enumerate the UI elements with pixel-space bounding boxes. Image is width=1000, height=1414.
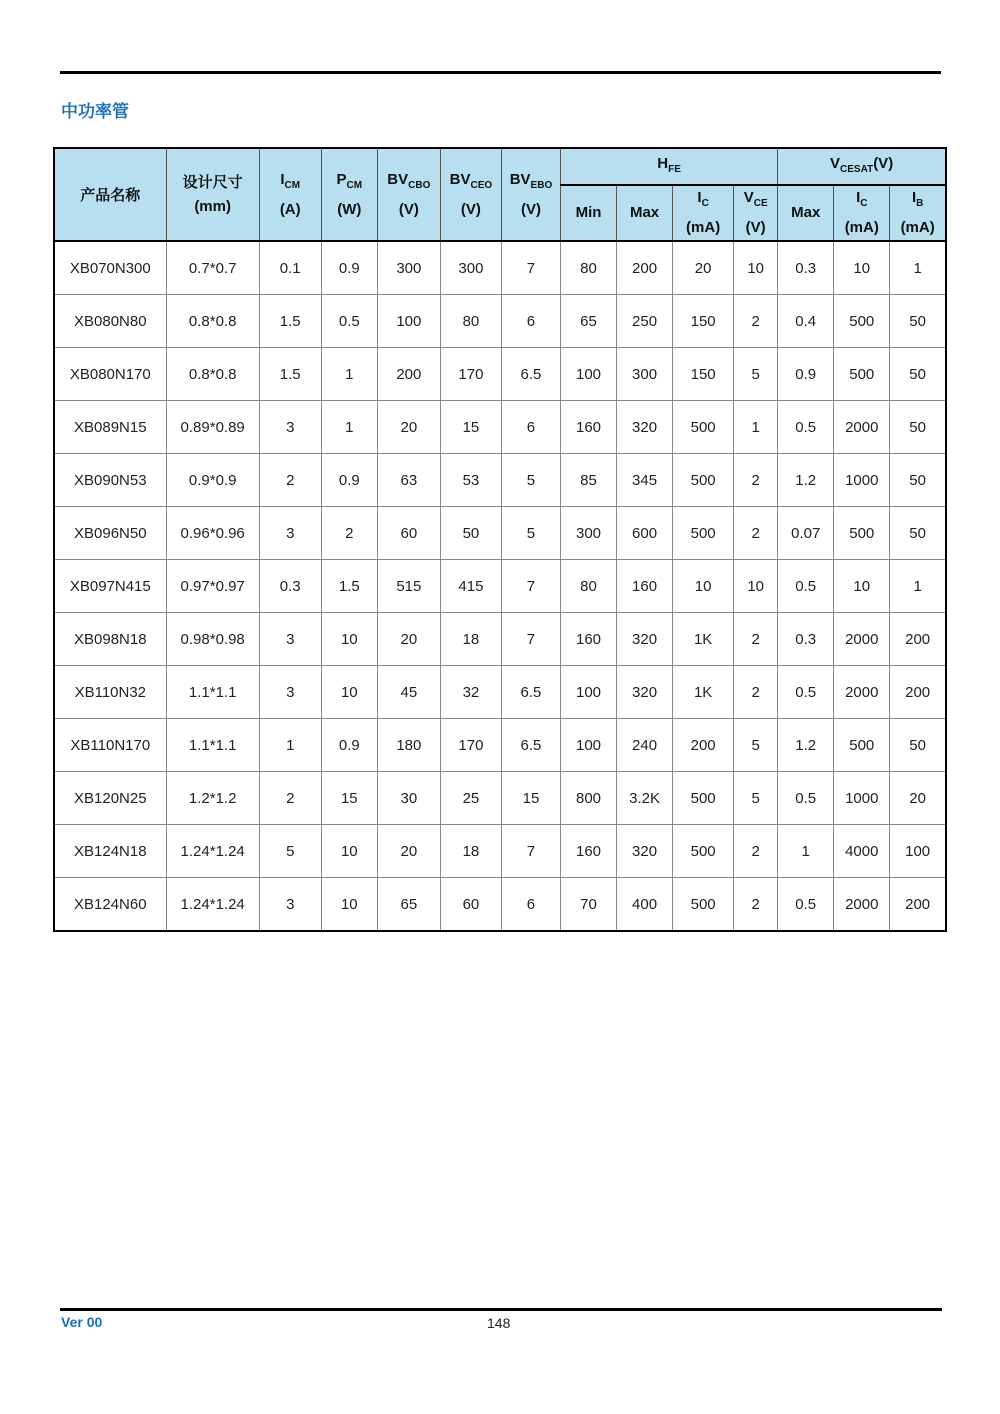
cell-icm: 2 — [259, 772, 321, 825]
cell-product-name: XB110N170 — [54, 719, 166, 772]
cell-product-name: XB090N53 — [54, 454, 166, 507]
cell-hfe-ic: 500 — [673, 878, 734, 932]
cell-icm: 0.3 — [259, 560, 321, 613]
cell-design-size: 1.24*1.24 — [166, 825, 259, 878]
cell-hfe-vce: 10 — [734, 241, 778, 295]
table-row — [54, 613, 946, 666]
cell-bvebo: 5 — [501, 507, 560, 560]
cell-bvceo: 15 — [440, 401, 501, 454]
header-hfe-group: $H_{FE}$ — [561, 148, 778, 185]
header-bvcbo: $BV_{CBO}$ (V) — [377, 148, 440, 241]
cell-hfe-max: 600 — [617, 507, 673, 560]
cell-design-size: 0.97*0.97 — [166, 560, 259, 613]
cell-hfe-min: 160 — [561, 401, 617, 454]
table-row — [54, 560, 946, 613]
cell-hfe-vce: 2 — [734, 454, 778, 507]
header-icm: $I_{CM}$ (A) — [259, 148, 321, 241]
cell-bvceo: 25 — [440, 772, 501, 825]
header-vcesat-max: Max — [778, 185, 834, 241]
cell-bvceo: 32 — [440, 666, 501, 719]
cell-vcesat-ic: 4000 — [834, 825, 890, 878]
cell-hfe-ic: 500 — [673, 825, 734, 878]
cell-bvcbo: 200 — [377, 348, 440, 401]
cell-bvceo: 170 — [440, 719, 501, 772]
cell-pcm: 0.9 — [321, 719, 377, 772]
cell-design-size: 1.2*1.2 — [166, 772, 259, 825]
cell-pcm: 15 — [321, 772, 377, 825]
header-design-size: 设计尺寸 (mm) — [166, 148, 259, 241]
cell-bvebo: 7 — [501, 825, 560, 878]
cell-vcesat-ic: 500 — [834, 507, 890, 560]
cell-icm: 3 — [259, 666, 321, 719]
cell-vcesat-ic: 10 — [834, 560, 890, 613]
cell-bvcbo: 20 — [377, 613, 440, 666]
cell-bvceo: 18 — [440, 613, 501, 666]
cell-bvcbo: 45 — [377, 666, 440, 719]
cell-hfe-min: 80 — [561, 241, 617, 295]
cell-hfe-ic: 150 — [673, 348, 734, 401]
cell-bvebo: 6.5 — [501, 719, 560, 772]
cell-hfe-max: 400 — [617, 878, 673, 932]
cell-bvceo: 300 — [440, 241, 501, 295]
spec-table — [53, 147, 947, 932]
cell-hfe-vce: 2 — [734, 825, 778, 878]
cell-bvceo: 50 — [440, 507, 501, 560]
cell-bvebo: 7 — [501, 613, 560, 666]
cell-vcesat-max: 1.2 — [778, 719, 834, 772]
cell-hfe-vce: 2 — [734, 295, 778, 348]
cell-hfe-ic: 150 — [673, 295, 734, 348]
cell-hfe-max: 3.2K — [617, 772, 673, 825]
cell-vcesat-ib: 20 — [890, 772, 946, 825]
cell-product-name: XB124N60 — [54, 878, 166, 932]
cell-bvcbo: 180 — [377, 719, 440, 772]
cell-hfe-ic: 500 — [673, 401, 734, 454]
bottom-rule — [60, 1308, 942, 1311]
cell-vcesat-ib: 50 — [890, 507, 946, 560]
cell-vcesat-max: 1 — [778, 825, 834, 878]
cell-icm: 1.5 — [259, 295, 321, 348]
table-row — [54, 241, 946, 295]
cell-vcesat-ic: 500 — [834, 719, 890, 772]
cell-bvebo: 6 — [501, 401, 560, 454]
cell-pcm: 1.5 — [321, 560, 377, 613]
cell-hfe-vce: 5 — [734, 772, 778, 825]
header-bvebo: $BV_{EBO}$ (V) — [501, 148, 560, 241]
cell-vcesat-ib: 1 — [890, 560, 946, 613]
cell-pcm: 1 — [321, 401, 377, 454]
cell-icm: 1 — [259, 719, 321, 772]
cell-vcesat-ic: 1000 — [834, 772, 890, 825]
cell-vcesat-ic: 2000 — [834, 613, 890, 666]
cell-design-size: 0.89*0.89 — [166, 401, 259, 454]
cell-vcesat-max: 0.3 — [778, 613, 834, 666]
cell-bvceo: 60 — [440, 878, 501, 932]
header-vcesat-group: $V_{CESAT}(V)$ — [778, 148, 946, 185]
cell-vcesat-ib: 50 — [890, 295, 946, 348]
cell-hfe-max: 320 — [617, 666, 673, 719]
cell-hfe-min: 100 — [561, 719, 617, 772]
cell-vcesat-ib: 200 — [890, 666, 946, 719]
header-hfe-ic: $I_C$ (mA) — [673, 185, 734, 241]
cell-icm: 3 — [259, 613, 321, 666]
cell-vcesat-max: 0.5 — [778, 772, 834, 825]
cell-hfe-vce: 2 — [734, 613, 778, 666]
cell-hfe-vce: 2 — [734, 666, 778, 719]
section-title: 中功率管 — [61, 102, 129, 122]
cell-icm: 3 — [259, 401, 321, 454]
cell-hfe-ic: 500 — [673, 507, 734, 560]
cell-hfe-max: 320 — [617, 825, 673, 878]
header-row-group — [54, 148, 946, 185]
cell-icm: 2 — [259, 454, 321, 507]
cell-vcesat-max: 0.5 — [778, 666, 834, 719]
cell-vcesat-ic: 1000 — [834, 454, 890, 507]
cell-vcesat-max: 0.4 — [778, 295, 834, 348]
table-row — [54, 348, 946, 401]
cell-vcesat-ib: 100 — [890, 825, 946, 878]
cell-hfe-max: 160 — [617, 560, 673, 613]
cell-bvebo: 6 — [501, 295, 560, 348]
cell-hfe-max: 320 — [617, 401, 673, 454]
cell-bvceo: 80 — [440, 295, 501, 348]
cell-vcesat-max: 0.07 — [778, 507, 834, 560]
cell-hfe-min: 100 — [561, 348, 617, 401]
cell-pcm: 10 — [321, 825, 377, 878]
cell-product-name: XB110N32 — [54, 666, 166, 719]
cell-pcm: 10 — [321, 666, 377, 719]
cell-design-size: 0.8*0.8 — [166, 295, 259, 348]
cell-design-size: 1.1*1.1 — [166, 666, 259, 719]
cell-bvebo: 15 — [501, 772, 560, 825]
cell-bvebo: 7 — [501, 241, 560, 295]
cell-pcm: 0.9 — [321, 454, 377, 507]
table-row — [54, 719, 946, 772]
cell-vcesat-max: 0.5 — [778, 560, 834, 613]
cell-product-name: XB098N18 — [54, 613, 166, 666]
cell-vcesat-ib: 50 — [890, 454, 946, 507]
cell-hfe-max: 240 — [617, 719, 673, 772]
cell-design-size: 0.7*0.7 — [166, 241, 259, 295]
header-vcesat-ib: $I_B$ (mA) — [890, 185, 946, 241]
cell-icm: 1.5 — [259, 348, 321, 401]
cell-hfe-max: 320 — [617, 613, 673, 666]
cell-vcesat-max: 0.9 — [778, 348, 834, 401]
cell-product-name: XB124N18 — [54, 825, 166, 878]
cell-design-size: 0.8*0.8 — [166, 348, 259, 401]
cell-hfe-max: 200 — [617, 241, 673, 295]
table-row — [54, 878, 946, 932]
cell-hfe-ic: 200 — [673, 719, 734, 772]
cell-vcesat-ic: 10 — [834, 241, 890, 295]
cell-hfe-min: 100 — [561, 666, 617, 719]
cell-hfe-ic: 1K — [673, 666, 734, 719]
cell-hfe-min: 160 — [561, 613, 617, 666]
cell-bvebo: 6 — [501, 878, 560, 932]
cell-product-name: XB089N15 — [54, 401, 166, 454]
cell-bvebo: 7 — [501, 560, 560, 613]
cell-vcesat-max: 0.5 — [778, 401, 834, 454]
header-hfe-max: Max — [617, 185, 673, 241]
cell-hfe-max: 300 — [617, 348, 673, 401]
footer-version: Ver 00 — [61, 1314, 103, 1330]
cell-bvcbo: 515 — [377, 560, 440, 613]
cell-bvcbo: 30 — [377, 772, 440, 825]
cell-bvcbo: 20 — [377, 825, 440, 878]
cell-bvcbo: 65 — [377, 878, 440, 932]
cell-pcm: 10 — [321, 613, 377, 666]
cell-hfe-ic: 10 — [673, 560, 734, 613]
cell-hfe-min: 800 — [561, 772, 617, 825]
cell-vcesat-ic: 2000 — [834, 878, 890, 932]
header-hfe-min: Min — [561, 185, 617, 241]
cell-vcesat-ic: 2000 — [834, 401, 890, 454]
cell-bvceo: 18 — [440, 825, 501, 878]
cell-hfe-vce: 5 — [734, 348, 778, 401]
cell-bvcbo: 300 — [377, 241, 440, 295]
header-bvceo: $BV_{CEO}$ (V) — [440, 148, 501, 241]
cell-hfe-max: 345 — [617, 454, 673, 507]
cell-hfe-ic: 1K — [673, 613, 734, 666]
cell-vcesat-ic: 2000 — [834, 666, 890, 719]
cell-pcm: 0.9 — [321, 241, 377, 295]
cell-product-name: XB080N80 — [54, 295, 166, 348]
cell-vcesat-max: 0.5 — [778, 878, 834, 932]
cell-product-name: XB070N300 — [54, 241, 166, 295]
table-row — [54, 666, 946, 719]
cell-bvceo: 170 — [440, 348, 501, 401]
cell-design-size: 0.96*0.96 — [166, 507, 259, 560]
cell-bvcbo: 63 — [377, 454, 440, 507]
table-body — [54, 241, 946, 931]
cell-icm: 3 — [259, 878, 321, 932]
header-pcm: $P_{CM}$ (W) — [321, 148, 377, 241]
table-row — [54, 507, 946, 560]
cell-bvebo: 5 — [501, 454, 560, 507]
cell-vcesat-ic: 500 — [834, 348, 890, 401]
cell-bvceo: 53 — [440, 454, 501, 507]
cell-hfe-ic: 500 — [673, 772, 734, 825]
cell-hfe-vce: 10 — [734, 560, 778, 613]
header-product-name: 产品名称 — [54, 148, 166, 241]
table-row — [54, 772, 946, 825]
cell-product-name: XB080N170 — [54, 348, 166, 401]
cell-hfe-vce: 1 — [734, 401, 778, 454]
cell-bvebo: 6.5 — [501, 666, 560, 719]
table-row — [54, 825, 946, 878]
page-number: 148 — [487, 1315, 511, 1331]
cell-vcesat-ib: 200 — [890, 613, 946, 666]
table-row — [54, 401, 946, 454]
table-row — [54, 295, 946, 348]
cell-icm: 3 — [259, 507, 321, 560]
cell-hfe-min: 300 — [561, 507, 617, 560]
cell-hfe-vce: 2 — [734, 878, 778, 932]
cell-pcm: 2 — [321, 507, 377, 560]
cell-bvceo: 415 — [440, 560, 501, 613]
cell-hfe-max: 250 — [617, 295, 673, 348]
cell-design-size: 1.1*1.1 — [166, 719, 259, 772]
cell-pcm: 1 — [321, 348, 377, 401]
cell-hfe-ic: 500 — [673, 454, 734, 507]
cell-hfe-ic: 20 — [673, 241, 734, 295]
cell-hfe-min: 85 — [561, 454, 617, 507]
cell-icm: 0.1 — [259, 241, 321, 295]
cell-design-size: 0.98*0.98 — [166, 613, 259, 666]
cell-design-size: 0.9*0.9 — [166, 454, 259, 507]
cell-bvcbo: 20 — [377, 401, 440, 454]
cell-vcesat-ic: 500 — [834, 295, 890, 348]
cell-product-name: XB096N50 — [54, 507, 166, 560]
cell-product-name: XB097N415 — [54, 560, 166, 613]
cell-vcesat-ib: 200 — [890, 878, 946, 932]
header-vcesat-ic: $I_C$ (mA) — [834, 185, 890, 241]
cell-hfe-min: 70 — [561, 878, 617, 932]
table-row — [54, 454, 946, 507]
cell-hfe-min: 80 — [561, 560, 617, 613]
cell-vcesat-ib: 1 — [890, 241, 946, 295]
cell-vcesat-ib: 50 — [890, 401, 946, 454]
cell-bvebo: 6.5 — [501, 348, 560, 401]
cell-bvcbo: 100 — [377, 295, 440, 348]
top-rule — [60, 71, 941, 74]
cell-bvcbo: 60 — [377, 507, 440, 560]
cell-vcesat-max: 1.2 — [778, 454, 834, 507]
cell-vcesat-max: 0.3 — [778, 241, 834, 295]
cell-product-name: XB120N25 — [54, 772, 166, 825]
cell-vcesat-ib: 50 — [890, 719, 946, 772]
cell-hfe-min: 65 — [561, 295, 617, 348]
cell-hfe-vce: 5 — [734, 719, 778, 772]
cell-pcm: 10 — [321, 878, 377, 932]
header-hfe-vce: $V_{CE}$ (V) — [734, 185, 778, 241]
cell-hfe-min: 160 — [561, 825, 617, 878]
cell-icm: 5 — [259, 825, 321, 878]
cell-pcm: 0.5 — [321, 295, 377, 348]
cell-design-size: 1.24*1.24 — [166, 878, 259, 932]
cell-vcesat-ib: 50 — [890, 348, 946, 401]
cell-hfe-vce: 2 — [734, 507, 778, 560]
